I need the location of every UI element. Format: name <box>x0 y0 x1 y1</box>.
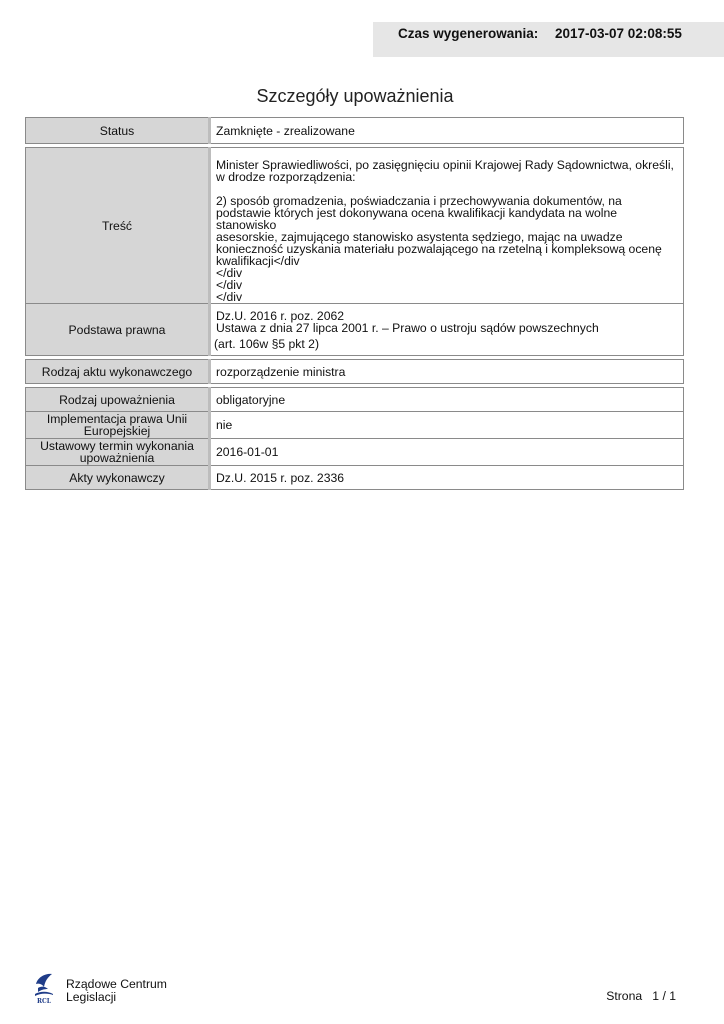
termin-value: 2016-01-01 <box>210 439 684 466</box>
podstawa-article: (art. 106w §5 pkt 2) <box>214 336 319 351</box>
tresc-label: Treść <box>26 148 210 304</box>
rcl-logo-text: RCL <box>37 998 51 1004</box>
tresc-line: </div <box>216 278 243 292</box>
akty-label: Akty wykonawczy <box>26 466 210 490</box>
row-rodzaj-upowaznienia <box>26 388 684 412</box>
termin-label-line: Ustawowy termin wykonania <box>40 439 194 453</box>
implementacja-label-line: Implementacja prawa Unii <box>46 412 188 426</box>
podstawa-value <box>210 304 684 356</box>
tresc-line: Minister Sprawiedliwości, po zasięgnięciu opinii Krajowej Rady Sądownictwa, określi, <box>216 158 674 172</box>
status-value: Zamknięte - zrealizowane <box>210 118 684 144</box>
row-podstawa <box>26 304 684 356</box>
tresc-line: w drodze rozporządzenia: <box>216 170 356 184</box>
implementacja-label <box>26 412 210 439</box>
implementacja-label-line: Europejskiej <box>83 424 151 438</box>
footer-org-line: Rządowe Centrum <box>66 977 167 991</box>
podstawa-label: Podstawa prawna <box>26 304 210 356</box>
row-status <box>26 118 684 144</box>
podstawa-line: Dz.U. 2016 r. poz. 2062 <box>216 308 345 323</box>
termin-label-line: upoważnienia <box>79 451 155 465</box>
termin-label <box>26 439 210 466</box>
podstawa-line: Ustawa z dnia 27 lipca 2001 r. – Prawo o ustroju sądów powszechnych <box>216 320 599 335</box>
status-label: Status <box>26 118 210 144</box>
details-table <box>25 117 684 490</box>
rodzaj-aktu-label: Rodzaj aktu wykonawczego <box>26 360 210 384</box>
rodzaj-aktu-value: rozporządzenie ministra <box>210 360 684 384</box>
page-title: Szczegóły upoważnienia <box>256 86 454 106</box>
row-rodzaj-aktu <box>26 360 684 384</box>
implementacja-value: nie <box>210 412 684 439</box>
tresc-line: 2) sposób gromadzenia, poświadczania i przechowywania dokumentów, na <box>216 194 622 208</box>
tresc-line: asesorskie, zajmującego stanowisko asystenta sędziego, mając na uwadze <box>216 230 623 244</box>
akty-value: Dz.U. 2015 r. poz. 2336 <box>210 466 684 490</box>
footer-org-line: Legislacji <box>66 990 117 1004</box>
row-akty <box>26 466 684 490</box>
tresc-line: konieczność uzyskania materiału pozwalającego na rzetelną i kompleksową ocenę <box>216 242 662 256</box>
generation-time-value: 2017-03-07 02:08:55 <box>555 26 682 41</box>
tresc-line: </div <box>216 290 243 304</box>
generation-time-box <box>373 22 724 57</box>
tresc-value <box>210 148 684 304</box>
rcl-logo-icon <box>32 970 56 1004</box>
rodzaj-upowaznienia-label: Rodzaj upoważnienia <box>26 388 210 412</box>
footer-organization <box>66 978 167 1004</box>
tresc-line: kwalifikacji</div <box>216 254 300 268</box>
row-termin <box>26 439 684 466</box>
tresc-line: podstawie których jest dokonywana ocena kwalifikacji kandydata na wolne stanowisko <box>216 206 618 232</box>
rodzaj-upowaznienia-value: obligatoryjne <box>210 388 684 412</box>
tresc-line: </div <box>216 266 243 280</box>
generation-time-label: Czas wygenerowania: <box>398 26 539 41</box>
row-tresc <box>26 148 684 304</box>
page-number: Strona 1 / 1 <box>606 989 676 1003</box>
row-implementacja <box>26 412 684 439</box>
